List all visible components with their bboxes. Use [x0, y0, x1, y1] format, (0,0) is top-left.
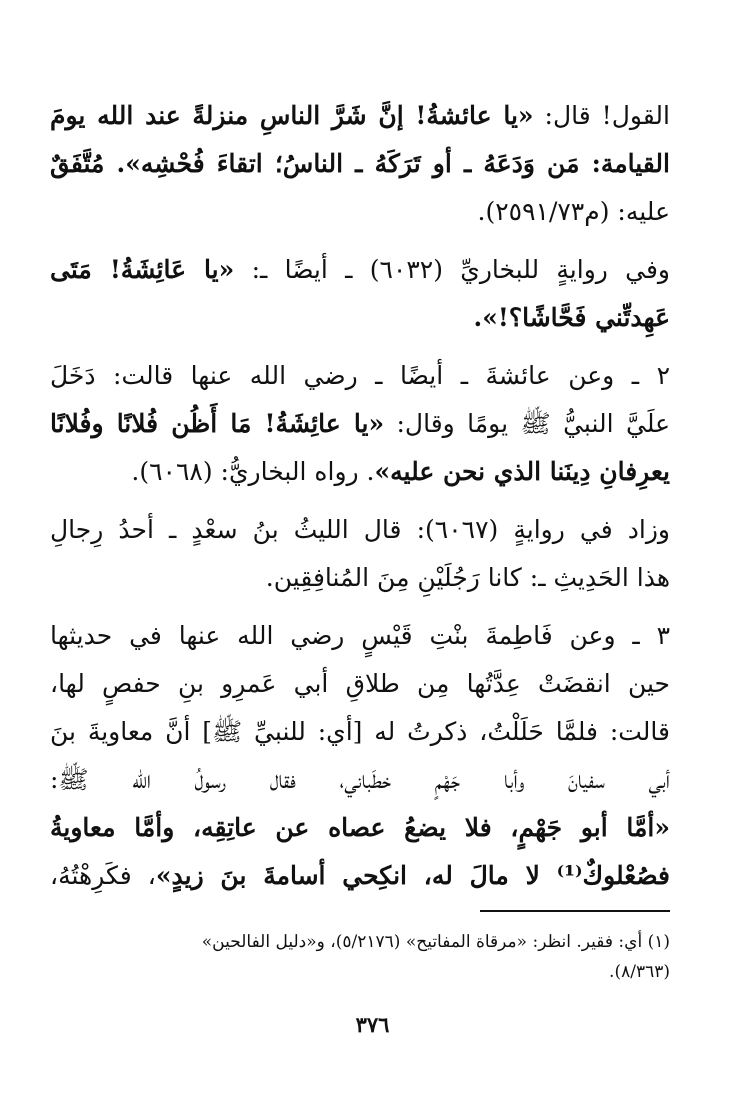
text-run: ، فكَرِهْتُهُ، [50, 861, 156, 890]
text-run: علَيَّ النبيُّ ﷺ يومًا وقال: [384, 409, 671, 438]
hadith-text: «يا عَائِشَةُ! مَتَى [50, 255, 235, 284]
body-text-line [50, 148, 670, 180]
footnote-separator [480, 910, 670, 912]
body-text-line [50, 562, 670, 594]
body-text-line [50, 668, 670, 700]
text-run: القول! قال: [533, 101, 670, 130]
body-text-line [50, 514, 670, 546]
body-text-line [50, 764, 670, 796]
text-run: ٣ ـ وعن فَاطِمةَ بنْتِ قَيْسٍ رضي الله عنها في حديثها [50, 621, 670, 650]
body-text-line [50, 254, 670, 286]
text-run: . رواه البخاريُّ: (٦٠٦٨). [131, 457, 375, 486]
text-run: هذا الحَدِيثِ ـ: كانا رَجُلَيْنِ مِنَ المُنافِقِين. [265, 563, 670, 592]
hadith-text: فصُعْلوكٌ⁽¹⁾ لا مالَ له، انكِحي أسامةَ بنَ زيدٍ» [155, 861, 670, 890]
hadith-text: عَهِدتِّني فَحَّاشًا؟!». [473, 303, 670, 332]
body-text-line [50, 360, 670, 392]
hadith-text: «يا عائشةُ! إنَّ شَرَّ الناسِ منزلةً عند الله يومَ [50, 101, 534, 130]
hadith-text: يعرِفانِ دِينَنا الذي نحن عليه» [374, 457, 670, 486]
body-text-line [50, 456, 670, 488]
text-run: عليه: (م٢٥٩١/٧٣). [477, 197, 670, 226]
body-text-line [50, 302, 670, 334]
footnote-line: (١) أي: فقير. انظر: «مرقاة المفاتيح» (٥/٢١٧٦)، و«دليل الفالحين» [201, 932, 670, 952]
text-run: ٢ ـ وعن عائشةَ ـ أيضًا ـ رضي الله عنها قالت: دَخَلَ [50, 361, 670, 390]
body-text-line [50, 196, 670, 228]
text-run: حين انقضَتْ عِدَّتُها مِن طلاقِ أبي عَمرِو بنِ حفصٍ لها، [50, 669, 670, 698]
text-run: وفي روايةٍ للبخاريِّ (٦٠٣٢) ـ أيضًا ـ: [234, 255, 670, 284]
hadith-text: «أمَّا أبو جَهْمٍ، فلا يضعُ عصاه عن عاتِقِه، وأمَّا معاويةُ [50, 813, 670, 842]
body-text-line [50, 620, 670, 652]
hadith-text: «يا عائِشَةُ! مَا أَظُن فُلانًا وفُلانًا [50, 409, 385, 438]
hadith-text: القيامة: مَن وَدَعَهُ ـ أو تَرَكَهُ ـ الناسُ؛ اتقاءَ فُحْشِه». مُتَّفَقٌ [50, 149, 670, 178]
page-number: ٣٧٦ [355, 1012, 390, 1037]
text-run: وزاد في روايةٍ (٦٠٦٧): قال الليثُ بنُ سعْدٍ ـ أحدُ رِجالِ [50, 515, 670, 544]
body-text-line [50, 812, 670, 844]
text-run: أبي سفيانَ وأبا جَهْمٍ خطَباني، فقال رسولُ الله ﷺ: [50, 765, 670, 794]
text-run: قالت: فلمَّا حَلَلْتُ، ذكرتُ له [أي: للنبيِّ ﷺ] أنَّ معاويةَ بنَ [50, 717, 670, 746]
body-text-line [50, 716, 670, 748]
body-text-line [50, 408, 670, 440]
body-text-line [50, 100, 670, 132]
body-text-line [50, 860, 670, 892]
footnote-line: (٨/٣٦٣). [609, 962, 670, 982]
